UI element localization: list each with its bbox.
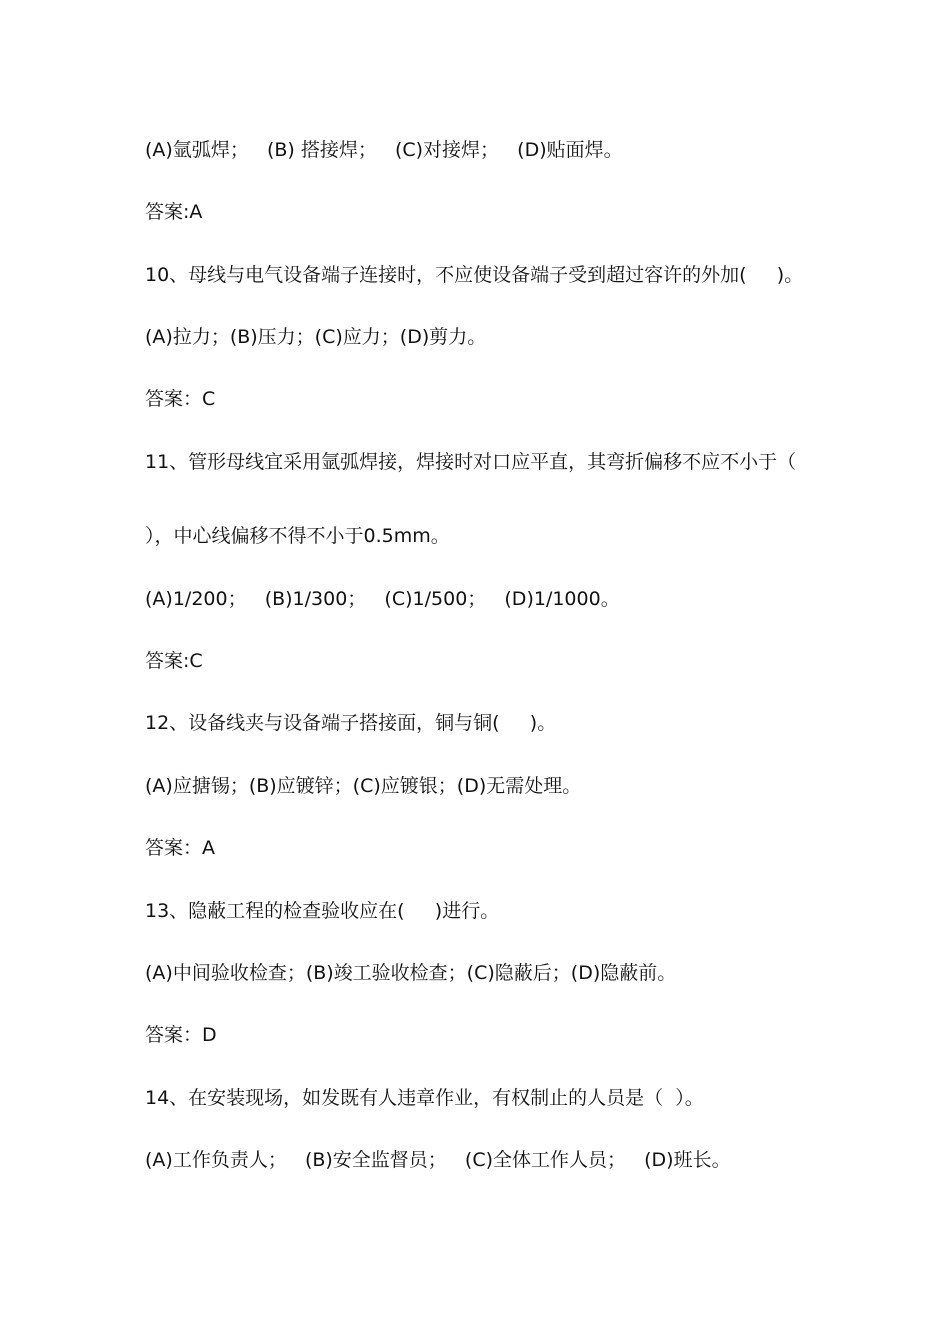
q10-question: 10、母线与电气设备端子连接时，不应使设备端子受到超过容许的外加( )。 [145, 264, 804, 286]
q9-answer: 答案:A [145, 201, 203, 223]
q9-options: (A)氩弧焊； (B) 搭接焊； (C)对接焊； (D)贴面焊。 [145, 139, 623, 161]
q11-options: (A)1/200； (B)1/300； (C)1/500； (D)1/1000。 [145, 588, 620, 610]
q13-options: (A)中间验收检查；(B)竣工验收检查；(C)隐蔽后；(D)隐蔽前。 [145, 962, 677, 984]
q10-answer: 答案：C [145, 388, 216, 410]
q12-options: (A)应搪锡；(B)应镀锌；(C)应镀银；(D)无需处理。 [145, 775, 582, 797]
q12-answer: 答案：A [145, 837, 215, 859]
q12-question: 12、设备线夹与设备端子搭接面，铜与铜( )。 [145, 712, 557, 734]
q13-question: 13、隐蔽工程的检查验收应在( )进行。 [145, 900, 500, 922]
q13-answer: 答案：D [145, 1024, 217, 1046]
q10-options: (A)拉力；(B)压力；(C)应力；(D)剪力。 [145, 326, 487, 348]
q14-question: 14、在安装现场，如发既有人违章作业，有权制止的人员是（ ）。 [145, 1087, 704, 1109]
q14-options: (A)工作负责人； (B)安全监督员； (C)全体工作人员； (D)班长。 [145, 1149, 731, 1171]
q11-question-line1: 11、管形母线宜采用氩弧焊接，焊接时对口应平直，其弯折偏移不应不小于（ [145, 451, 797, 473]
q11-question-line2: ），中心线偏移不得不小于0.5mm。 [145, 525, 450, 547]
q11-answer: 答案:C [145, 650, 203, 672]
